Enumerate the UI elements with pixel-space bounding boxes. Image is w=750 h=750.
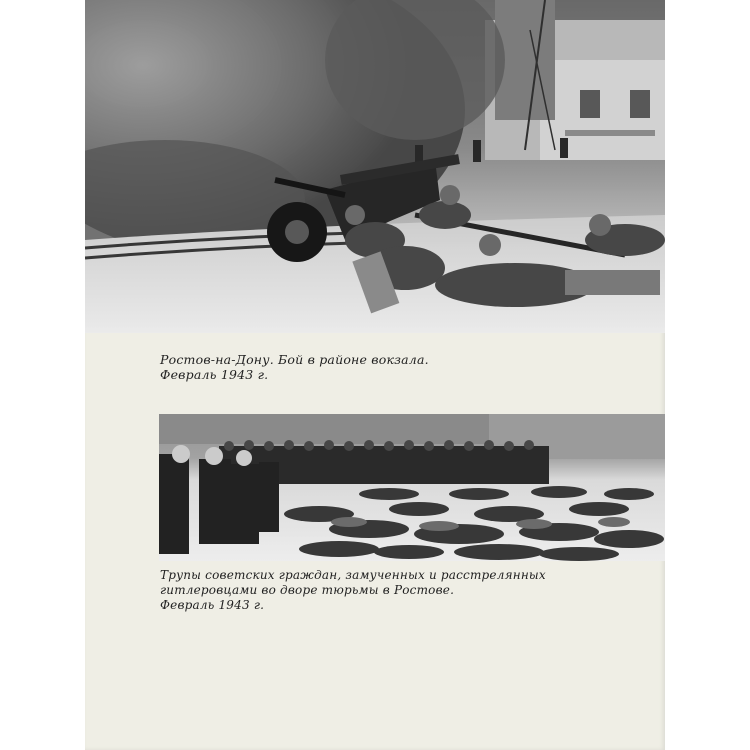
caption-line: Февраль 1943 г. xyxy=(160,367,269,382)
battle-photo xyxy=(85,0,665,333)
photo-caption-2 xyxy=(160,568,546,613)
prison-yard-photo xyxy=(159,414,665,561)
caption-line: Трупы советских граждан, замученных и расстрелянных xyxy=(160,568,546,582)
photo-caption-1 xyxy=(160,352,429,382)
caption-line: Ростов-на-Дону. Бой в районе вокзала. xyxy=(160,352,429,367)
caption-line: гитлеровцами во дворе тюрьмы в Ростове. xyxy=(160,583,455,597)
caption-line: Февраль 1943 г. xyxy=(160,598,265,612)
